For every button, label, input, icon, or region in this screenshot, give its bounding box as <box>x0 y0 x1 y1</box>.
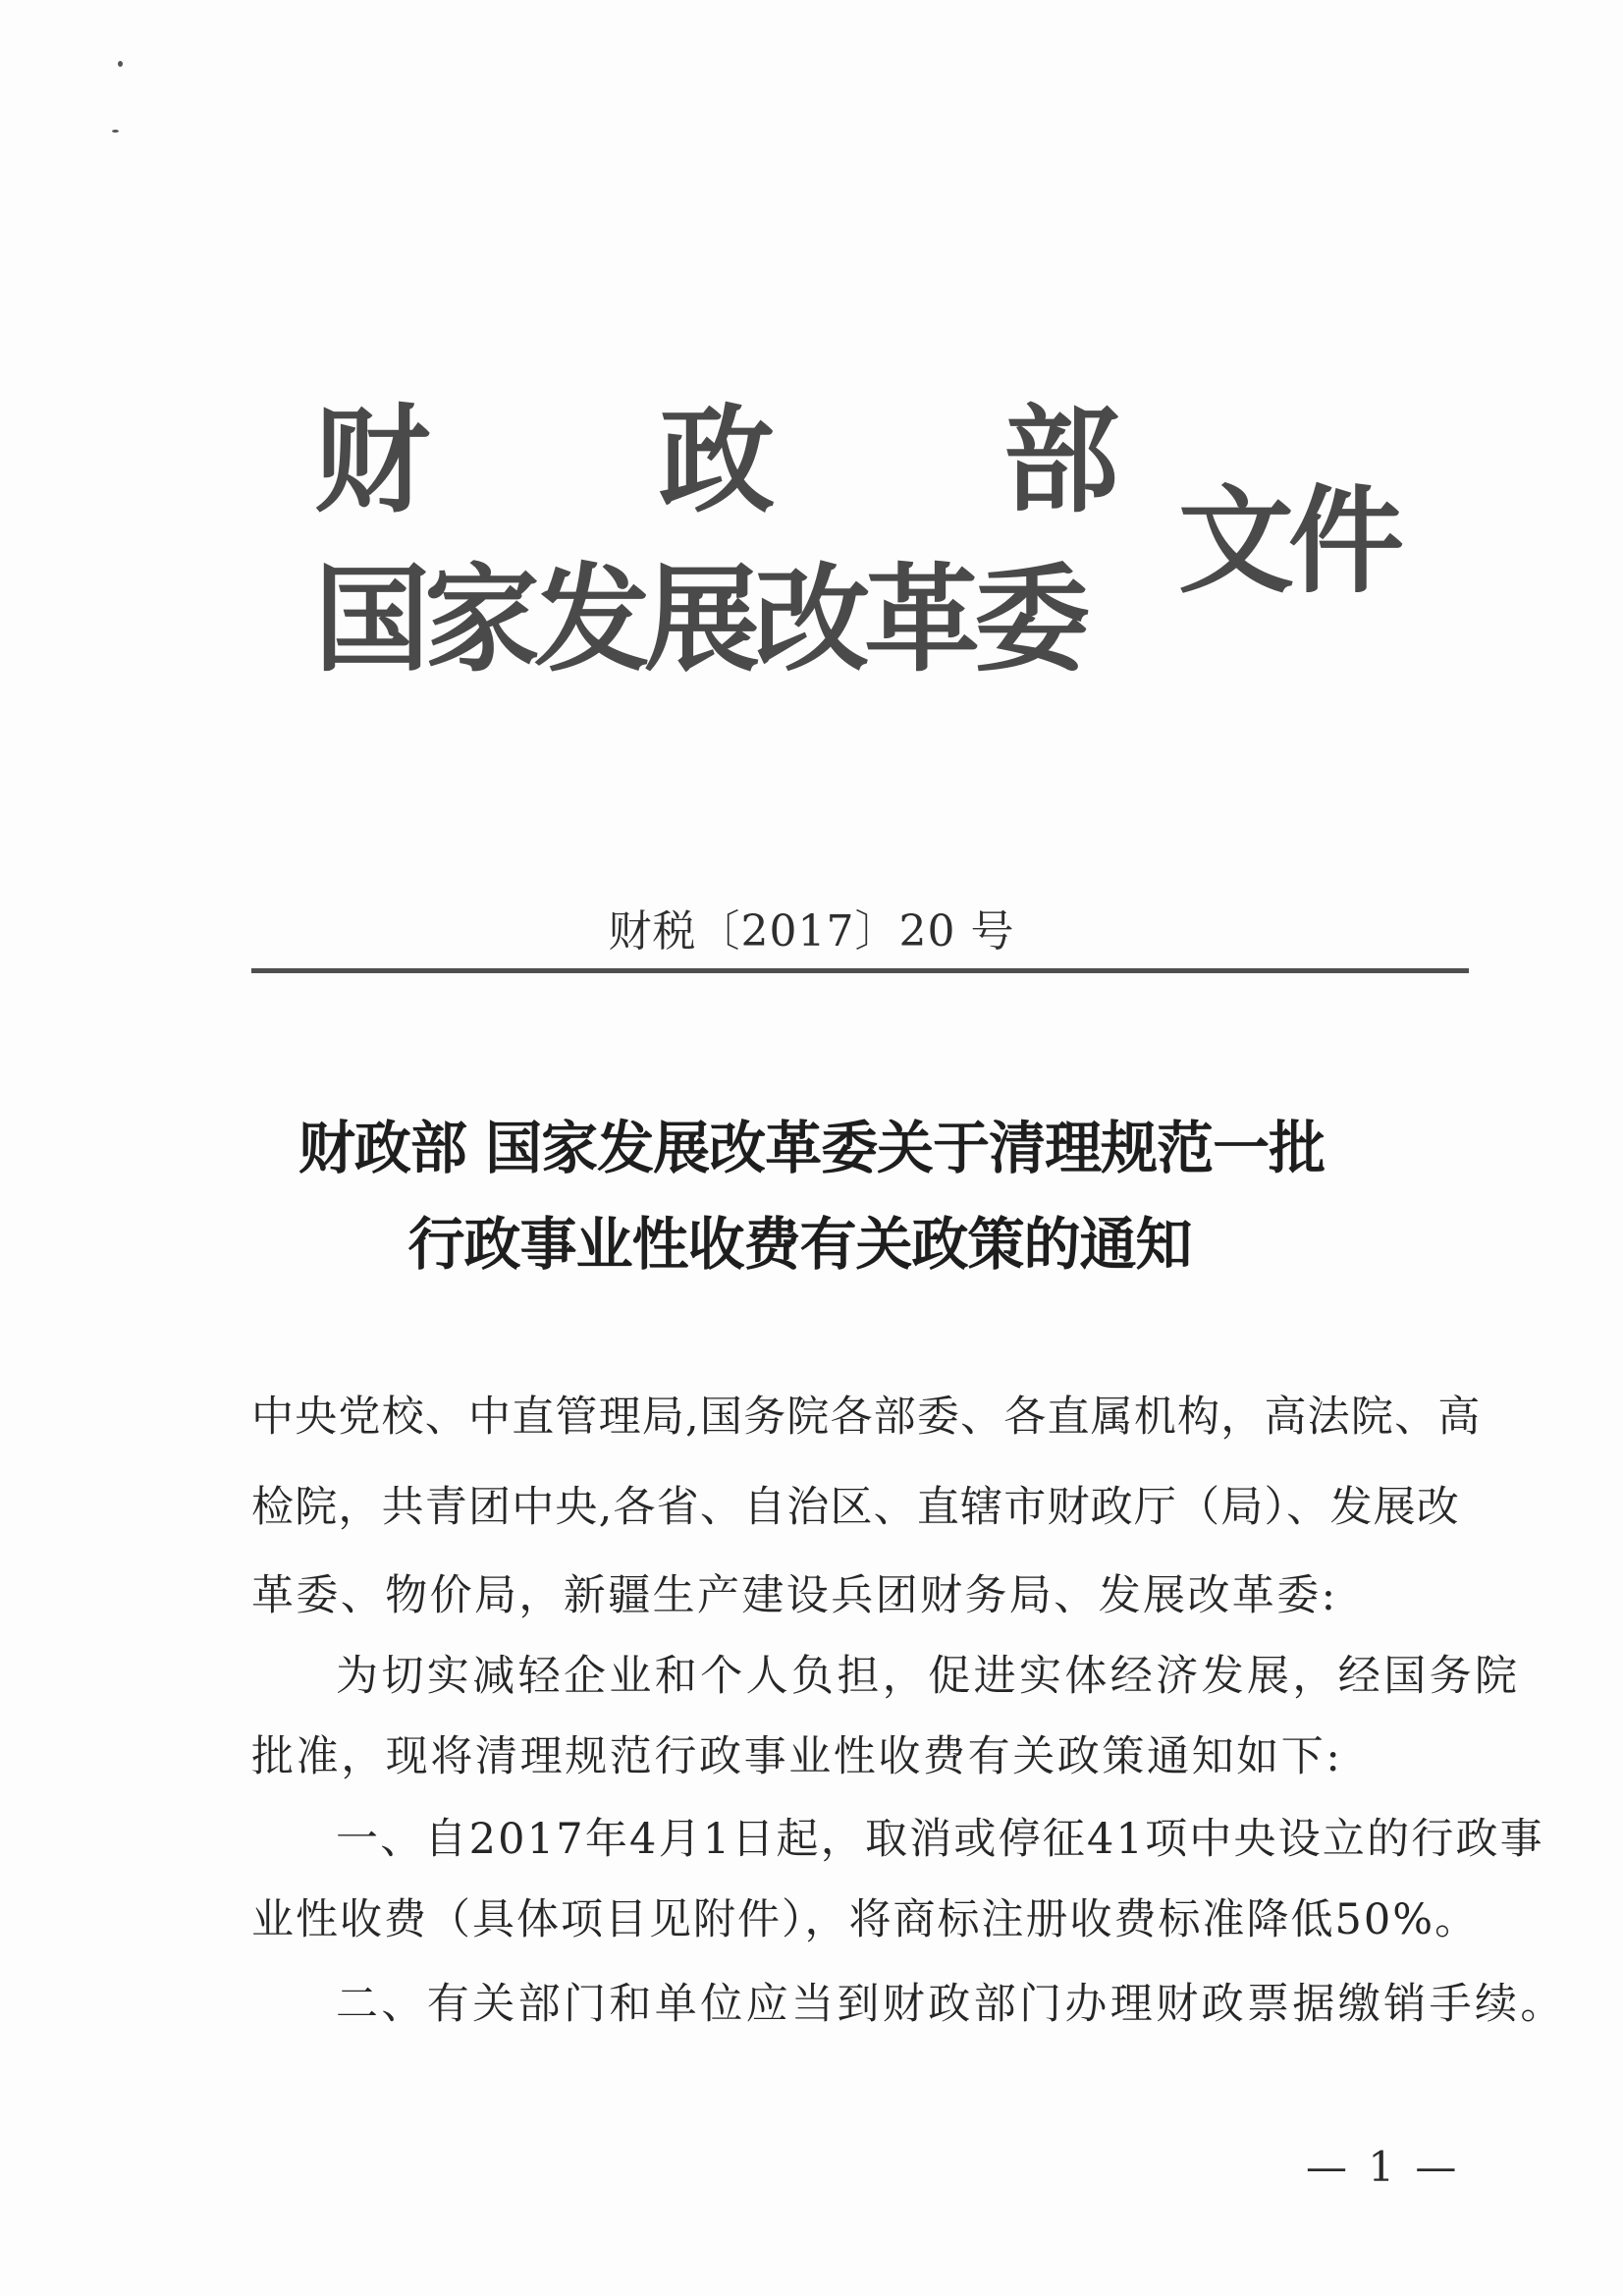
page-number: — 1 — <box>1306 2143 1461 2191</box>
paragraph-line: 批准，现将清理规范行政事业性收费有关政策通知如下: <box>251 1732 1343 1781</box>
item-1-line: 一、自2017年4月1日起，取消或停征41项中央设立的行政事 <box>336 1815 1544 1864</box>
document-title-line-2: 行政事业性收费有关政策的通知 <box>407 1211 1192 1278</box>
issuer-char: 政 <box>658 393 775 528</box>
document-body <box>251 0 1566 2296</box>
item-1-line: 业性收费（具体项目见附件），将商标注册收费标准降低50%。 <box>251 1895 1480 1944</box>
addressee-line: 检院，共青团中央,各省、自治区、直辖市财政厅（局）、发展改 <box>251 1483 1460 1532</box>
document-word: 文件 <box>1178 473 1399 609</box>
issuer-char: 财 <box>314 393 431 528</box>
item-2-line: 二、有关部门和单位应当到财政部门办理财政票据缴销手续。 <box>336 1980 1566 2029</box>
document-number: 财税〔2017〕20 号 <box>608 906 1015 957</box>
paragraph-line: 为切实减轻企业和个人负担，促进实体经济发展，经国务院 <box>336 1652 1521 1701</box>
document-title-line-1: 财政部 国家发展改革委关于清理规范一批 <box>298 1115 1325 1181</box>
addressee-line: 革委、物价局，新疆生产建设兵团财务局、发展改革委: <box>251 1571 1338 1620</box>
scan-speck <box>118 61 123 67</box>
addressee-line: 中央党校、中直管理局,国务院各部委、各直属机构，高法院、高 <box>251 1393 1482 1442</box>
scan-speck <box>112 130 119 133</box>
issuer-ndrc: 国家发展改革委 <box>314 552 1085 687</box>
issuer-char: 部 <box>1002 393 1119 528</box>
